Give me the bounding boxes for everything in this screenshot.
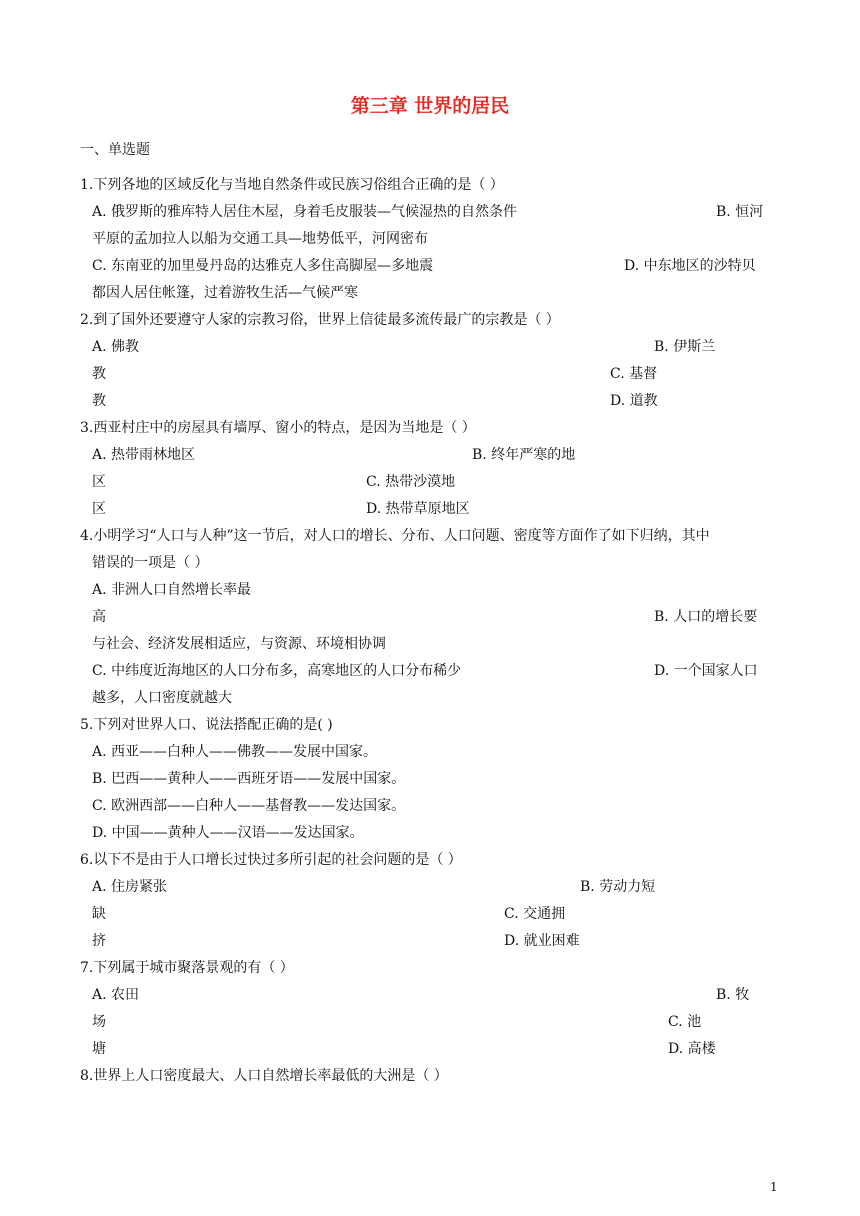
question-7-option-d: D. 高楼 [668,1041,716,1057]
question-3-stem: 3.西亚村庄中的房屋具有墙厚、窗小的特点，是因为当地是（ ） [80,420,476,436]
question-5-option-d: D. 中国——黄种人——汉语——发达国家。 [92,825,364,841]
question-6-option-a: A. 住房紧张 [92,879,168,895]
question-1-option-b-cont: 平原的孟加拉人以船为交通工具—地势低平，河网密布 [92,231,428,247]
question-2-option-d: D. 道教 [610,393,658,409]
question-2-stem: 2.到了国外还要遵守人家的宗教习俗，世界上信徒最多流传最广的宗教是（ ） [80,312,560,328]
question-3-option-c: C. 热带沙漠地 [366,474,456,490]
question-4-option-c: C. 中纬度近海地区的人口分布多，高寒地区的人口分布稀少 [92,663,462,679]
question-1-stem: 1.下列各地的区域反化与当地自然条件或民族习俗组合正确的是（ ） [80,177,504,193]
question-7-option-c-cont: 塘 [92,1041,106,1057]
question-3-option-c-cont: 区 [92,501,106,517]
question-3-option-d: D. 热带草原地区 [366,501,470,517]
question-3-option-a: A. 热带雨林地区 [92,447,196,463]
question-6-option-d: D. 就业困难 [504,933,580,949]
question-4-option-a: A. 非洲人口自然增长率最 [92,582,252,598]
question-4-stem: 4.小明学习“人口与人种”这一节后，对人口的增长、分布、人口问题、密度等方面作了如下归纳，其中 [80,528,710,544]
question-3-option-b: B. 终年严寒的地 [472,447,576,463]
question-2-option-c-cont: 教 [92,393,106,409]
question-5-stem: 5.下列对世界人口、说法搭配正确的是( ) [80,717,333,733]
question-3-option-b-cont: 区 [92,474,106,490]
question-7-option-a: A. 农田 [92,987,140,1003]
question-5-option-c: C. 欧洲西部——白种人——基督教——发达国家。 [92,798,406,814]
chapter-title: 第三章 世界的居民 [350,95,510,117]
question-4-option-b-cont: 与社会、经济发展相适应，与资源、环境相协调 [92,636,386,652]
question-2-option-b: B. 伊斯兰 [654,339,716,355]
question-6-option-c: C. 交通拥 [504,906,566,922]
page-number: 1 [770,1180,778,1194]
question-6-option-b-cont: 缺 [92,906,106,922]
question-6-stem: 6.以下不是由于人口增长过快过多所引起的社会问题的是（ ） [80,852,462,868]
question-4-stem-cont: 错误的一项是（ ） [92,555,209,571]
question-7-option-b: B. 牧 [716,987,750,1003]
question-4-option-d-cont: 越多，人口密度就越大 [92,690,232,706]
section-heading: 一、单选题 [80,142,150,158]
question-1-option-a: A. 俄罗斯的雅库特人居住木屋，身着毛皮服装—气候湿热的自然条件 [92,204,518,220]
question-6-option-c-cont: 挤 [92,933,106,949]
question-7-stem: 7.下列属于城市聚落景观的有（ ） [80,960,294,976]
question-7-option-c: C. 池 [668,1014,702,1030]
question-6-option-b: B. 劳动力短 [580,879,656,895]
question-4-option-d: D. 一个国家人口 [654,663,758,679]
question-1-option-b: B. 恒河 [716,204,764,220]
question-8-stem: 8.世界上人口密度最大、人口自然增长率最低的大洲是（ ） [80,1068,448,1084]
question-5-option-a: A. 西亚——白种人——佛教——发展中国家。 [92,744,378,760]
question-1-option-d-cont: 都因人居住帐篷，过着游牧生活—气候严寒 [92,285,358,301]
question-2-option-a: A. 佛教 [92,339,140,355]
question-7-option-b-cont: 场 [92,1014,106,1030]
question-2-option-b-cont: 教 [92,366,106,382]
question-4-option-a-cont: 高 [92,609,106,625]
question-5-option-b: B. 巴西——黄种人——西班牙语——发展中国家。 [92,771,406,787]
question-2-option-c: C. 基督 [610,366,658,382]
question-4-option-b: B. 人口的增长要 [654,609,758,625]
question-1-option-d: D. 中东地区的沙特贝 [624,258,756,274]
question-1-option-c: C. 东南亚的加里曼丹岛的达雅克人多住高脚屋—多地震 [92,258,434,274]
